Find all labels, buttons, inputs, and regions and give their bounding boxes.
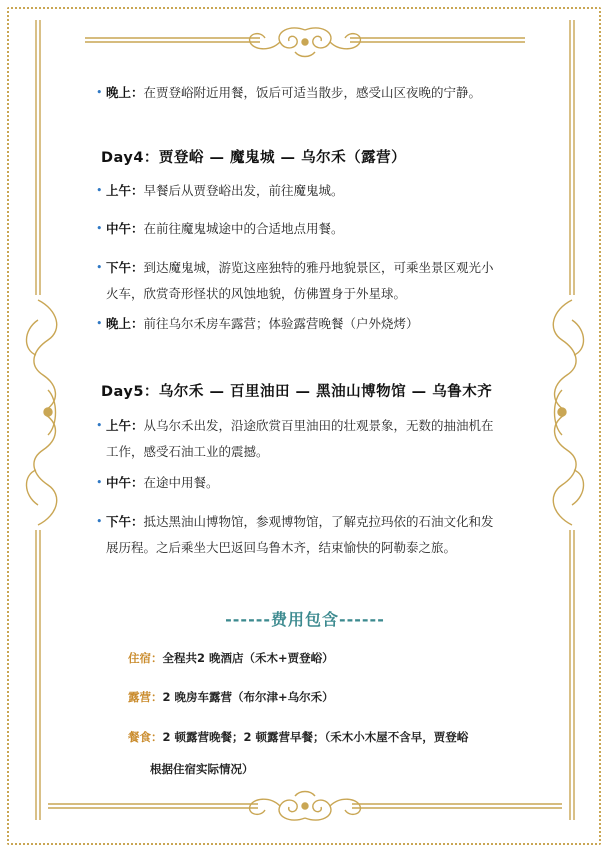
item-label: 上午： [106,418,144,433]
item-text: 抵达黑油山博物馆，参观博物馆，了解克拉玛依的石油文化和发展历程。之后乘坐大巴返回乌鲁木齐，结束愉快的阿勒泰之旅。 [106,514,494,555]
fee-label: 住宿： [128,651,163,665]
item-text: 在贾登峪附近用餐，饭后可适当散步，感受山区夜晚的宁静。 [143,85,482,100]
fee-item [128,689,334,705]
fee-item [128,650,334,666]
list-item [106,80,501,106]
list-item [106,509,501,561]
item-text: 从乌尔禾出发，沿途欣赏百里油田的壮观景象，无数的抽油机在工作，感受石油工业的震撼。 [106,418,494,459]
item-label: 中午： [106,221,144,236]
list-item [106,255,501,307]
list-item [106,216,501,242]
fees-title: ------费用包含------ [225,610,385,629]
fee-text: 全程共2 晚酒店（禾木+贾登峪） [162,651,334,665]
fee-item-continuation: 根据住宿实际情况） [150,762,254,776]
list-item [106,311,501,337]
fee-item [128,729,468,745]
item-label: 晚上： [106,85,144,100]
list-item [106,470,501,496]
day5-heading: Day5：乌尔禾 — 百里油田 — 黑油山博物馆 — 乌鲁木齐 [101,384,493,400]
item-label: 中午： [106,475,144,490]
item-label: 晚上： [106,316,144,331]
day4-heading: Day4：贾登峪 — 魔鬼城 — 乌尔禾（露营） [101,150,407,166]
item-label: 下午： [106,514,144,529]
fee-text: 2 晚房车露营（布尔津+乌尔禾） [162,690,334,704]
list-item [106,178,501,204]
item-label: 上午： [106,183,144,198]
fee-label: 餐食： [128,730,163,744]
fee-label: 露营： [128,690,163,704]
item-text: 在途中用餐。 [143,475,219,490]
item-text: 在前往魔鬼城途中的合适地点用餐。 [143,221,344,236]
item-text: 早餐后从贾登峪出发，前往魔鬼城。 [143,183,344,198]
fee-text: 2 顿露营晚餐；2 顿露营早餐；（禾木小木屋不含早，贾登峪 [162,730,469,744]
item-text: 到达魔鬼城，游览这座独特的雅丹地貌景区，可乘坐景区观光小火车，欣赏奇形怪状的风蚀地貌，仿佛置身于外星球。 [106,260,494,301]
item-label: 下午： [106,260,144,275]
list-item [106,413,501,465]
item-text: 前往乌尔禾房车露营；体验露营晚餐（户外烧烤） [143,316,419,331]
